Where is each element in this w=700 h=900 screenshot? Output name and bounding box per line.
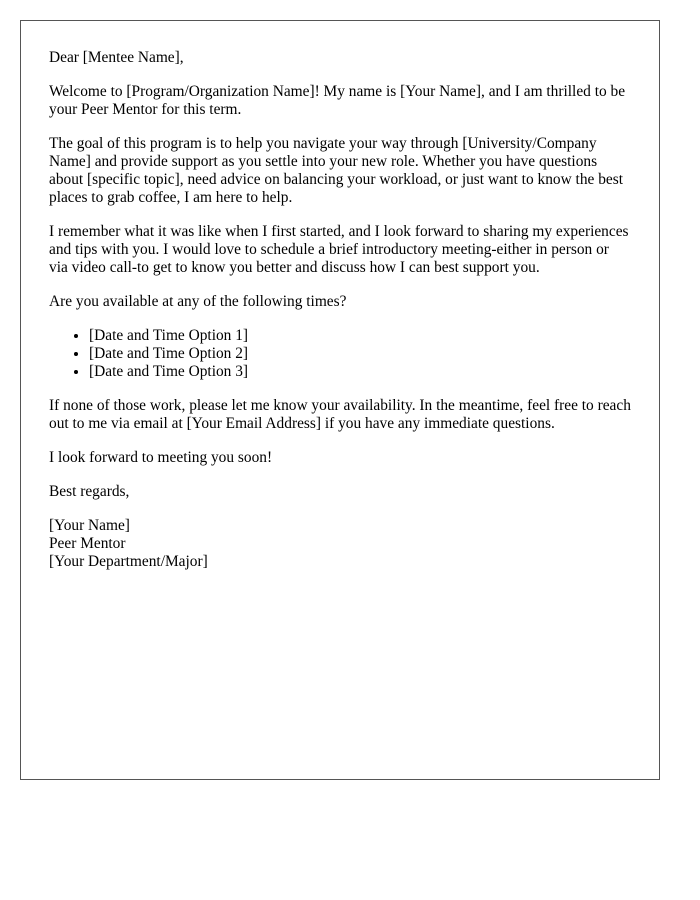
signature-name: [Your Name] (49, 517, 130, 534)
greeting: Dear [Mentee Name], (49, 49, 184, 66)
signature-title: Peer Mentor (49, 535, 126, 552)
signature-block (49, 517, 631, 571)
contact-paragraph: If none of those work, please let me know your availability. In the meantime, feel free to reach out to me via email at [Your Email Address] if you have any immediate questions. (49, 397, 631, 432)
closing-remark: I look forward to meeting you soon! (49, 449, 273, 466)
letter-document (20, 20, 660, 780)
signature-department: [Your Department/Major] (49, 553, 208, 570)
closing-salutation: Best regards, (49, 483, 130, 500)
time-option-3: • [Date and Time Option 3] (89, 363, 631, 381)
intro-paragraph: Welcome to [Program/Organization Name]! My name is [Your Name], and I am thrilled to be your Peer Mentor for this term. (49, 83, 626, 118)
meeting-paragraph: I remember what it was like when I first started, and I look forward to sharing my experiences and tips with you. I would love to schedule a brief introductory meeting-either in person or via video call-to get to know you better and discuss how I can best support you. (49, 223, 629, 276)
time-option-2: • [Date and Time Option 2] (89, 345, 631, 363)
time-options-list (49, 327, 631, 381)
goal-paragraph: The goal of this program is to help you navigate your way through [University/Company Name] and provide support as you settle into your new role. Whether you have questions about [specific topic], need advice on balancing your workload, or just want to know the best places to grab coffee, I am here to help. (49, 135, 623, 206)
time-option-1: • [Date and Time Option 1] (89, 327, 631, 345)
availability-question: Are you available at any of the following times? (49, 293, 347, 310)
